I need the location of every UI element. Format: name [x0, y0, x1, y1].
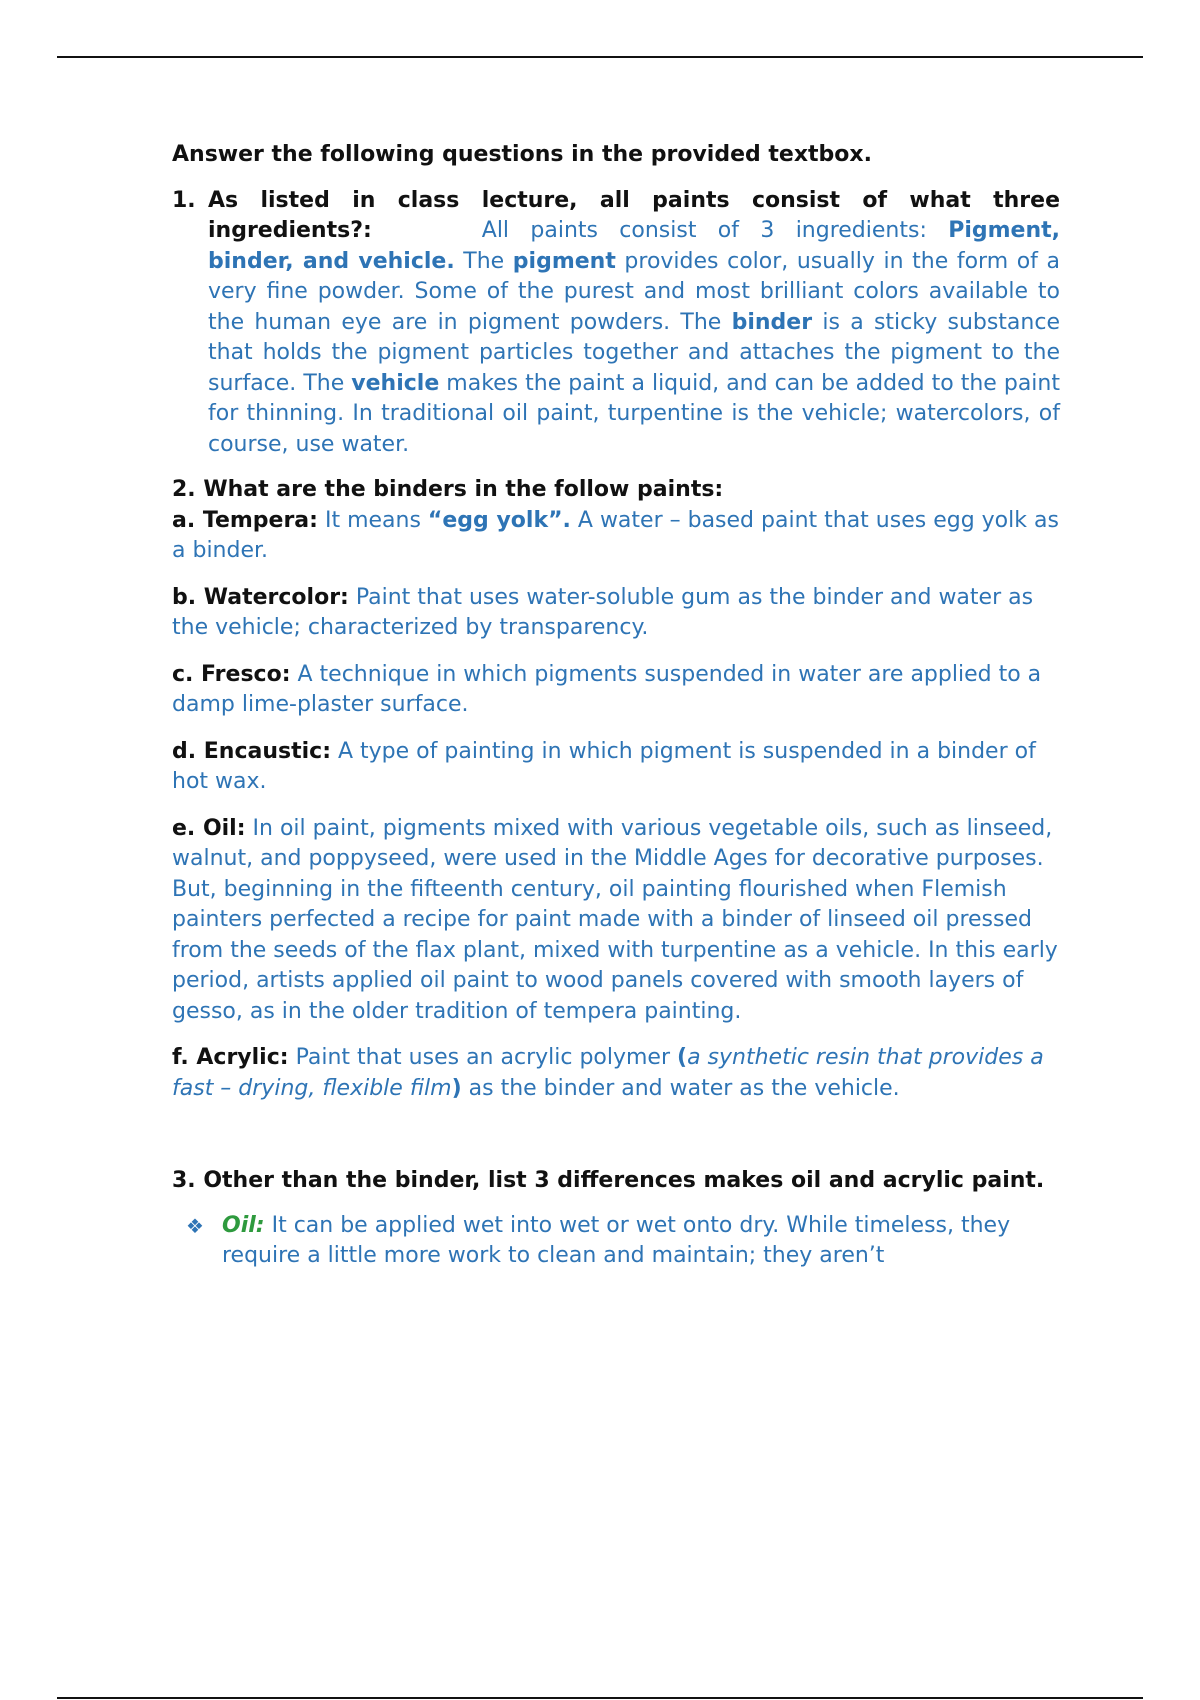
answer-1-pigment: pigment [512, 248, 616, 274]
fresco-text: A technique in which pigments suspended in water are applied to a damp lime-plaster surface. [172, 661, 1042, 717]
question-1 [172, 186, 1060, 461]
answer-acrylic [172, 1043, 1060, 1104]
answer-oil [172, 814, 1060, 1028]
bullet-oil-body: It can be applied wet into wet or wet onto dry. While timeless, they require a little more work to clean and maintain; they aren’t [222, 1212, 1011, 1268]
header-rule [57, 56, 1143, 58]
bullet-oil-label: Oil: [222, 1212, 265, 1238]
encaustic-text: A type of painting in which pigment is suspended in a binder of hot wax. [172, 738, 1036, 794]
watercolor-label: b. Watercolor: [172, 584, 349, 610]
acrylic-close-paren: ) [451, 1075, 462, 1101]
fresco-label: c. Fresco: [172, 661, 291, 687]
encaustic-label: d. Encaustic: [172, 738, 331, 764]
answer-1-binder: binder [731, 309, 813, 335]
answer-1-vehicle: vehicle [351, 370, 440, 396]
answer-1-text-4: makes the paint a liquid, and can be added to the paint for thinning. In traditional oil paint, turpentine is the vehicle; watercolors, of course, use water. [208, 370, 1060, 457]
tempera-text-2: A water – based paint that uses egg yolk as a binder. [172, 507, 1059, 563]
answer-encaustic [172, 737, 1060, 798]
question-3-heading: 3. Other than the binder, list 3 differences makes oil and acrylic paint. [172, 1168, 1045, 1193]
question-2-heading: 2. What are the binders in the follow paints: [172, 477, 724, 502]
tempera-quote: “egg yolk”. [427, 507, 571, 533]
question-1-text: As listed in class lecture, all paints consist of what three ingredients?: [208, 187, 1060, 243]
footer-rule [57, 1697, 1143, 1699]
bullet-oil [172, 1211, 1060, 1272]
acrylic-italic: a synthetic resin that provides a fast – drying, flexible film [172, 1045, 1044, 1101]
acrylic-open-paren: ( [677, 1045, 688, 1070]
question-1-number: 1. [172, 187, 196, 213]
oil-label: e. Oil: [172, 815, 246, 841]
acrylic-text-1: Paint that uses an acrylic polymer [288, 1045, 678, 1070]
instructions: Answer the following questions in the provided textbox. [172, 142, 872, 167]
answer-1-text-1: The [454, 248, 513, 274]
question-1-body [208, 186, 1060, 461]
answer-tempera [172, 506, 1060, 567]
answer-1-ingredients: Pigment, binder, and vehicle. [208, 218, 1060, 274]
watercolor-text: Paint that uses water-soluble gum as the binder and water as the vehicle; characterized by transparency. [172, 584, 1034, 640]
tempera-text-1: It means [317, 507, 428, 533]
bullet-oil-text [222, 1211, 1060, 1272]
oil-text: In oil paint, pigments mixed with various vegetable oils, such as linseed, walnut, and poppyseed, were used in the Middle Ages for decorative purposes. But, beginning in the fifteenth century, oil painting flourished when Flemish painters perfected a recipe for paint made with a binder of linseed oil pressed from the seeds of the flax plant, mixed with turpentine as a vehicle. In this early period, artists applied oil paint to wood panels covered with smooth layers of gesso, as in the older tradition of tempera painting. [172, 815, 1058, 1024]
answer-1-text-3: is a sticky substance that holds the pigment particles together and attaches the pigment to the surface. The [208, 309, 1060, 396]
acrylic-text-2: as the binder and water as the vehicle. [461, 1075, 900, 1101]
answer-watercolor [172, 583, 1060, 644]
acrylic-label: f. Acrylic: [172, 1045, 289, 1070]
diamond-bullet-icon: ❖ [186, 1213, 204, 1238]
answer-1-text-2: provides color, usually in the form of a very fine powder. Some of the purest and most brilliant colors available to the human eye are in pigment powders. The [208, 248, 1060, 335]
answer-1-lead: All paints consist of 3 ingredients: [481, 218, 949, 243]
document-body [172, 140, 1060, 1272]
tempera-label: a. Tempera: [172, 507, 318, 533]
answer-fresco [172, 660, 1060, 721]
